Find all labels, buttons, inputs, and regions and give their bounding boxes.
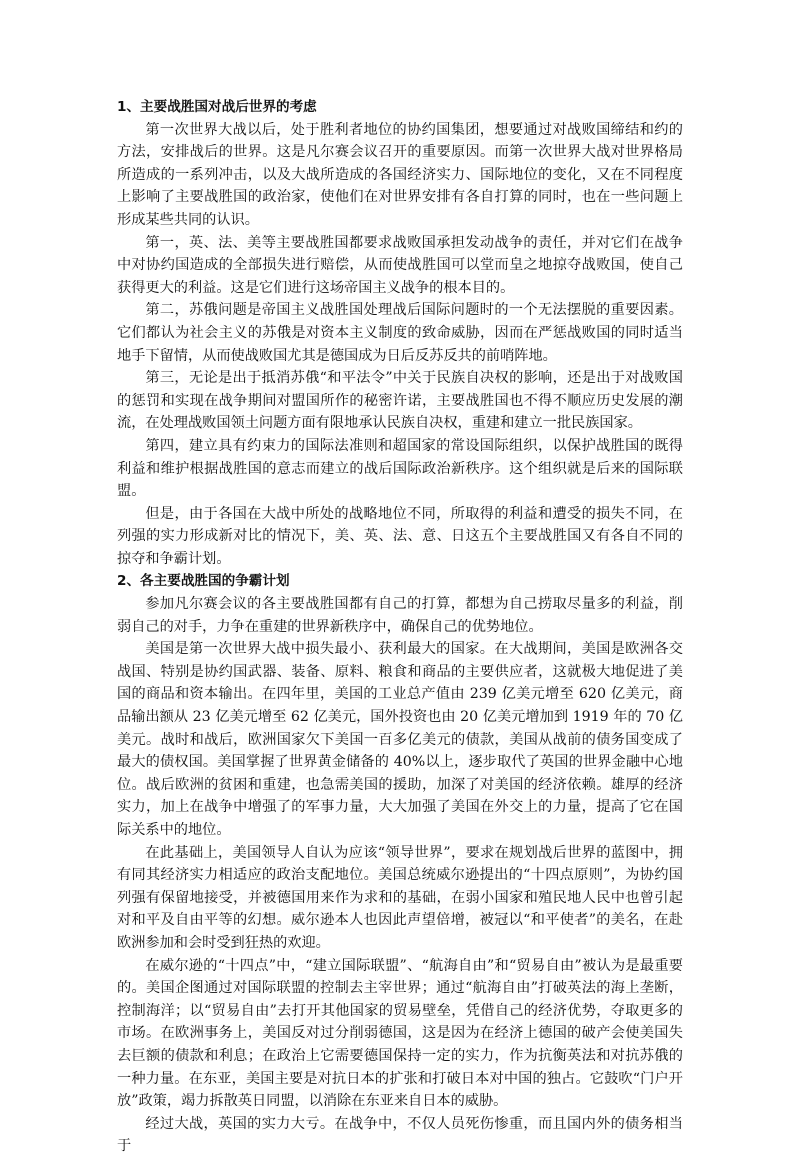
paragraph: 第二，苏俄问题是帝国主义战胜国处理战后国际问题时的一个无法摆脱的重要因素。它们都认为社会主义的苏俄是对资本主义制度的致命威胁，因而在严惩战败国的同时适当地手下留情，从而使战败国尤其是德国成为日后反苏反共的前哨阵地。 (117, 302, 683, 364)
paragraph: 在此基础上，美国领导人自认为应该“领导世界”，要求在规划战后世界的蓝图中，拥有同其经济实力相适应的政治支配地位。美国总统威尔逊提出的“十四点原则”，为协约国列强有保留地接受，并被德国用来作为求和的基础，在弱小国家和殖民地人民中也曾引起对和平及自由平等的幻想。威尔逊本人也因此声望倍增，被冠以“和平使者”的美名，在赴欧洲参加和会时受到狂热的欢迎。 (117, 844, 683, 951)
paragraph: 第四，建立具有约束力的国际法准则和超国家的常设国际组织，以保护战胜国的既得利益和维护根据战胜国的意志而建立的战后国际政治新秩序。这个组织就是后来的国际联盟。 (117, 437, 683, 500)
document-page (117, 96, 683, 1158)
section-heading: 2、各主要战胜国的争霸计划 (117, 573, 290, 590)
paragraph: 经过大战，英国的实力大亏。在战争中，不仅人员死伤惨重，而且国内外的债务相当于 (117, 1115, 683, 1155)
paragraph: 第一，英、法、美等主要战胜国都要求战败国承担发动战争的责任，并对它们在战争中对协约国造成的全部损失进行赔偿，从而使战胜国可以堂而皇之地掠夺战败国，使自己获得更大的利益。这是它们进行这场帝国主义战争的根本目的。 (117, 234, 683, 296)
paragraph: 但是，由于各国在大战中所处的战略地位不同，所取得的利益和遭受的损失不同，在列强的实力形成新对比的情况下，美、英、法、意、日这五个主要战胜国又有各自不同的掠夺和争霸计划。 (117, 505, 683, 567)
paragraph: 第三，无论是出于抵消苏俄“和平法令”中关于民族自决权的影响，还是出于对战败国的惩罚和实现在战争期间对盟国所作的秘密许诺，主要战胜国也不得不顺应历史发展的潮流，在处理战败国领土问题方面有限地承认民族自决权，重建和建立一批民族国家。 (117, 370, 683, 432)
paragraph: 参加凡尔赛会议的各主要战胜国都有自己的打算，都想为自己捞取尽量多的利益，削弱自己的对手，力争在重建的世界新秩序中，确保自己的优势地位。 (117, 596, 683, 635)
paragraph: 在威尔逊的“十四点”中，“建立国际联盟”、“航海自由”和“贸易自由”被认为是最重要的。美国企图通过对国际联盟的控制去主宰世界；通过“航海自由”打破英法的海上垄断，控制海洋；以“贸易自由”去打开其他国家的贸易壁垒，凭借自己的经济优势，夺取更多的市场。在欧洲事务上，美国反对过分削弱德国，这是因为在经济上德国的破产会使美国失去巨额的债款和利息；在政治上它需要德国保持一定的实力，作为抗衡英法和对抗苏俄的一种力量。在东亚，美国主要是对抗日本的扩张和打破日本对中国的独占。它鼓吹“门户开放”政策，竭力拆散英日同盟，以消除在东亚来自日本的威胁。 (117, 957, 683, 1110)
paragraph: 第一次世界大战以后，处于胜利者地位的协约国集团，想要通过对战败国缔结和约的方法，安排战后的世界。这是凡尔赛会议召开的重要原因。而第一次世界大战对世界格局所造成的一系列冲击，以及大战所造成的各国经济实力、国际地位的变化，又在不同程度上影响了主要战胜国的政治家，使他们在对世界安排有各自打算的同时，也在一些问题上形成某些共同的认识。 (117, 121, 683, 228)
paragraph: 美国是第一次世界大战中损失最小、获利最大的国家。在大战期间，美国是欧洲各交战国、特别是协约国武器、装备、原料、粮食和商品的主要供应者，这就极大地促进了美国的商品和资本输出。在四年里，美国的工业总产值由 239 亿美元增至 620 亿美元，商品输出额从 23 亿美元增至 62 亿美元，国外投资也由 20 亿美元增加到 1919 年的 70 亿美元。战时和战后，欧洲国家欠下美国一百多亿美元的债款，美国从战前的债务国变成了最大的债权国。美国掌握了世界黄金储备的 40%以上，逐步取代了英国的世界金融中心地位。战后欧洲的贫困和重建，也急需美国的援助，加深了对美国的经济依赖。雄厚的经济实力，加上在战争中增强了的军事力量，大大加强了美国在外交上的力量，提高了它在国际关系中的地位。 (117, 641, 683, 838)
section-heading: 1、主要战胜国对战后世界的考虑 (117, 99, 317, 115)
